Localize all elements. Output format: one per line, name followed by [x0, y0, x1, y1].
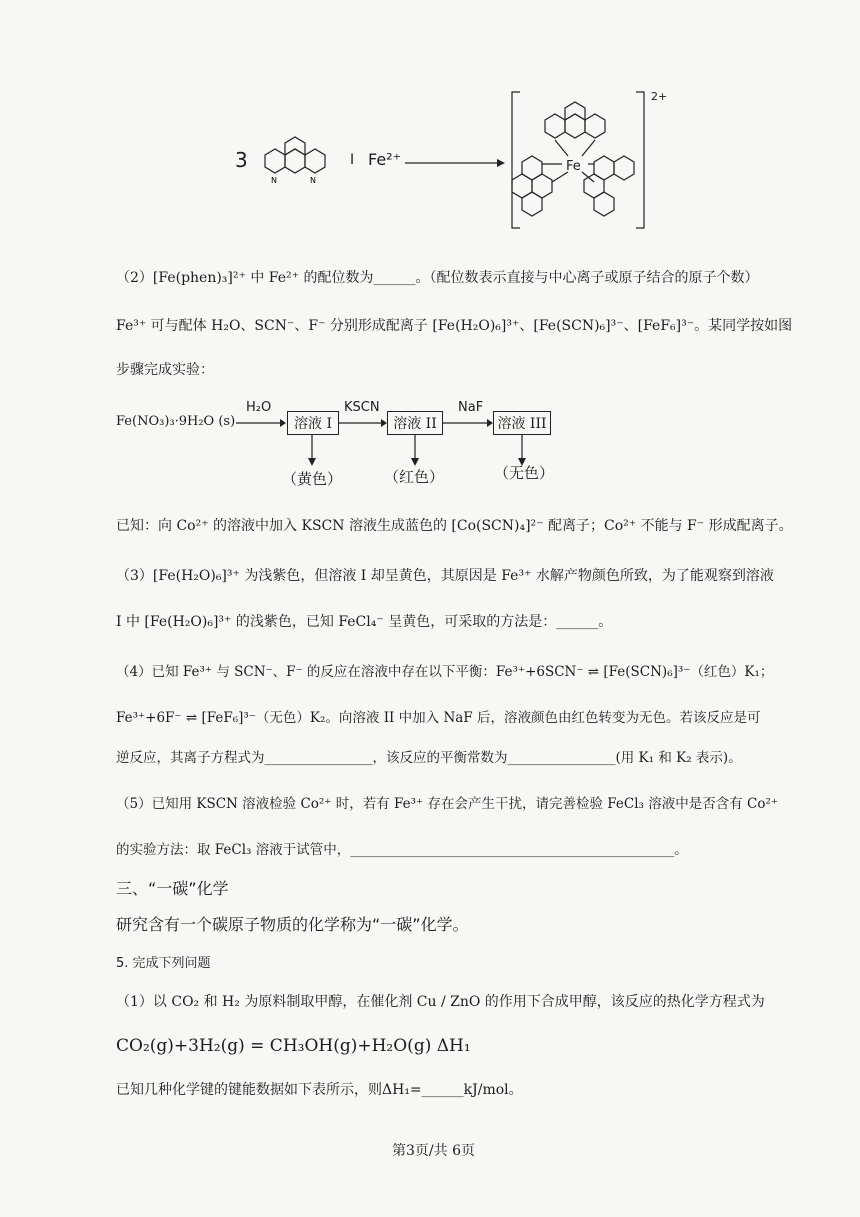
svg-text:N: N: [271, 176, 277, 185]
arrow1-label: H₂O: [246, 400, 272, 415]
plus-sign: I: [350, 152, 355, 168]
bond-energy-line: 已知几种化学键的键能数据如下表所示，则ΔH₁=______kJ/mol。: [116, 1082, 523, 1098]
question-2: （2）[Fe(phen)₃]²⁺ 中 Fe²⁺ 的配位数为______。（配位数表示直接与中心离子或原子结合的原子个数）: [116, 270, 759, 286]
complex-charge: 2+: [651, 90, 668, 103]
section-3-description: 研究含有一个碳原子物质的化学称为“一碳”化学。: [116, 915, 469, 934]
reaction-arrow: [405, 158, 505, 168]
phenanthroline-structure: [255, 125, 335, 195]
thermo-equation: CO₂(g)+3H₂(g) = CH₃OH(g)+H₂O(g) ΔH₁: [116, 1036, 471, 1056]
question-4-line-3: 逆反应，其离子方程式为________________，该反应的平衡常数为________________(用 K₁ 和 K₂ 表示)。: [116, 750, 742, 766]
intro-line-2: 步骤完成实验：: [116, 362, 214, 378]
color-yellow: （黄色）: [282, 470, 343, 488]
arrow-1: [236, 418, 286, 428]
color-red: （红色）: [384, 468, 445, 486]
question-5-line-2: 的实验方法：取 FeCl₃ 溶液于试管中，________________________________________________。: [116, 842, 688, 858]
arrow-2: [339, 418, 387, 428]
center-atom-label: Fe: [566, 159, 581, 174]
start-reagent: Fe(NO₃)₃·9H₂O (s): [116, 414, 236, 429]
iron-ion: Fe²⁺: [368, 150, 402, 169]
question-3-line-2: I 中 [Fe(H₂O)₆]³⁺ 的浅紫色，已知 FeCl₄⁻ 呈黄色，可采取的方法是：______。: [116, 614, 613, 630]
solution-2-box: 溶液 II: [387, 411, 443, 435]
section-3-title: 三、“一碳”化学: [116, 879, 229, 898]
question-4-line-2: Fe³⁺+6F⁻ ⇌ [FeF₆]³⁻（无色）K₂。向溶液 II 中加入 NaF 后，溶液颜色由红色转变为无色。若该反应是可: [116, 710, 761, 726]
problem-5-part-1: （1）以 CO₂ 和 H₂ 为原料制取甲醇，在催化剂 Cu / ZnO 的作用下合成甲醇，该反应的热化学方程式为: [116, 994, 765, 1010]
solution-1-box: 溶液 I: [287, 411, 339, 435]
question-5-line-1: （5）已知用 KSCN 溶液检验 Co²⁺ 时，若有 Fe³⁺ 存在会产生干扰，请完善检验 FeCl₃ 溶液中是否含有 Co²⁺: [116, 796, 779, 812]
question-3-line-1: （3）[Fe(H₂O)₆]³⁺ 为浅紫色，但溶液 I 却呈黄色，其原因是 Fe³⁺ 水解产物颜色所致，为了能观察到溶液: [116, 568, 774, 584]
known-statement: 已知：向 Co²⁺ 的溶液中加入 KSCN 溶液生成蓝色的 [Co(SCN)₄]²⁻ 配离子；Co²⁺ 不能与 F⁻ 形成配离子。: [116, 518, 793, 534]
arrow3-label: NaF: [458, 400, 484, 415]
solution-3-box: 溶液 III: [493, 411, 551, 435]
question-4-line-1: （4）已知 Fe³⁺ 与 SCN⁻、F⁻ 的反应在溶液中存在以下平衡：Fe³⁺+6SCN⁻ ⇌ [Fe(SCN)₆]³⁻（红色）K₁；: [116, 664, 774, 680]
coefficient: 3: [235, 148, 248, 172]
page-number: 第3页/共 6页: [392, 1143, 475, 1159]
arrow-3: [443, 418, 493, 428]
color-colorless: （无色）: [494, 464, 555, 482]
problem-5-heading: 5. 完成下列问题: [116, 956, 211, 971]
arrow2-label: KSCN: [344, 400, 380, 415]
complex-structure: [510, 90, 650, 230]
intro-line-1: Fe³⁺ 可与配体 H₂O、SCN⁻、F⁻ 分别形成配离子 [Fe(H₂O)₆]³⁺、[Fe(SCN)₆]³⁻、[FeF₆]³⁻。某同学按如图: [116, 318, 793, 334]
svg-text:N: N: [310, 176, 316, 185]
